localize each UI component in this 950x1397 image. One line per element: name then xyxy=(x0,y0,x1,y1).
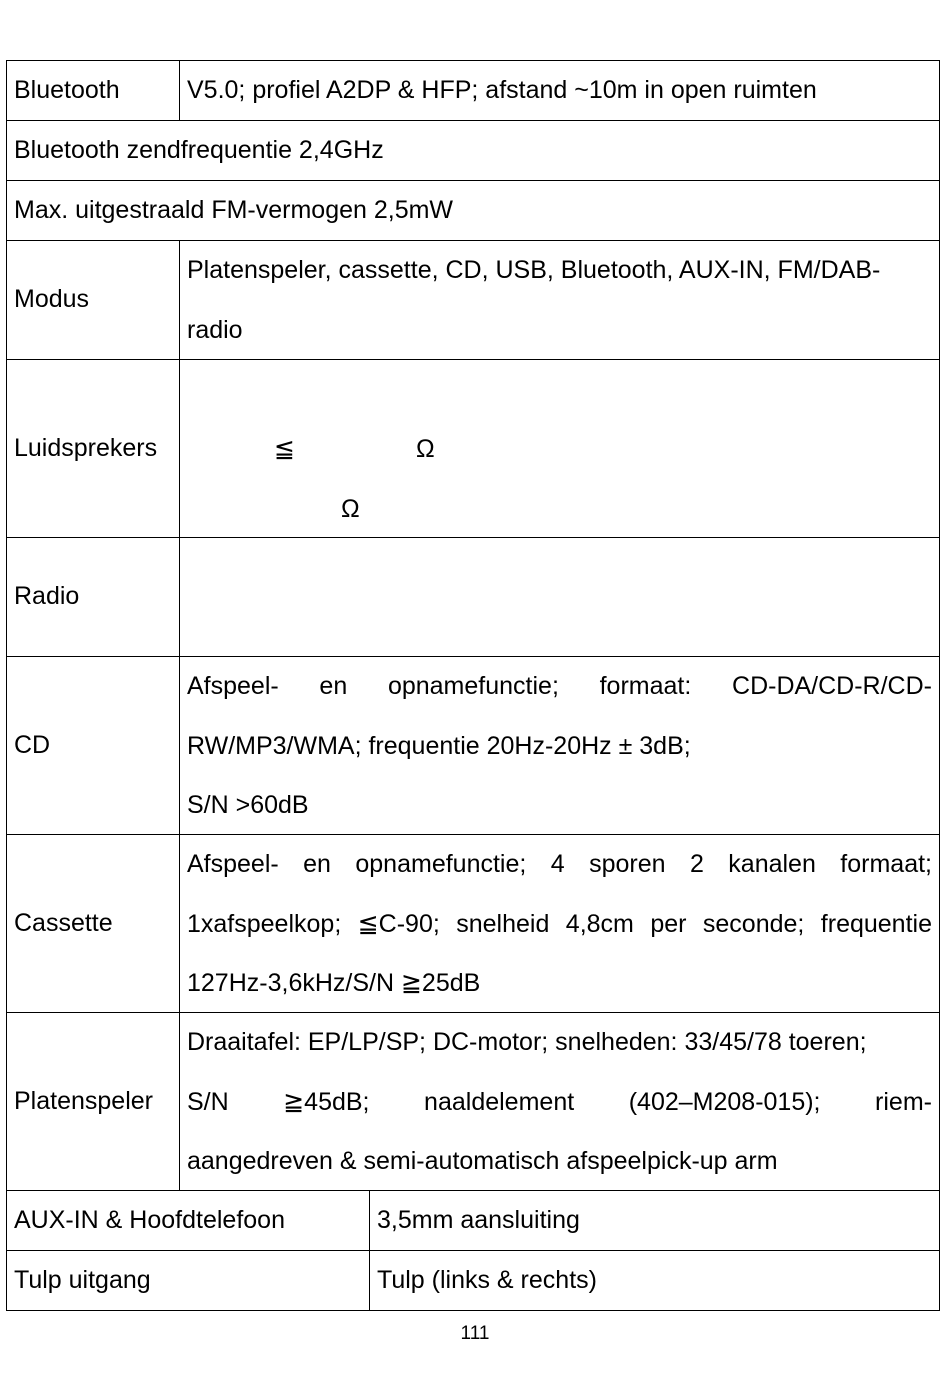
platenspeler-line-1: Draaitafel: EP/LP/SP; DC-motor; snelheden: 33/45/78 toeren; xyxy=(187,1028,867,1056)
cassette-line-1: Afspeel- en opnamefunctie; 4 sporen 2 kanalen formaat; xyxy=(187,850,932,878)
row-modus xyxy=(7,241,940,360)
value-aux: 3,5mm aansluiting xyxy=(370,1191,940,1250)
value-bluetooth: V5.0; profiel A2DP & HFP; afstand ~10m in open ruimten xyxy=(180,61,940,120)
row-bt-frequency xyxy=(7,121,940,181)
label-cd: CD xyxy=(7,657,180,834)
row-cd xyxy=(7,657,940,835)
row-luidsprekers xyxy=(7,360,940,538)
label-radio: Radio xyxy=(7,538,180,656)
less-equal-symbol: ≦ xyxy=(274,435,295,463)
row-radio xyxy=(7,538,940,657)
cassette-line-3: 127Hz-3,6kHz/S/N ≧25dB xyxy=(187,969,481,997)
platenspeler-line-2: S/N ≧45dB; naaldelement (402–M208-015); riem- xyxy=(187,1087,932,1116)
label-tulp: Tulp uitgang xyxy=(7,1251,370,1310)
row-platenspeler xyxy=(7,1013,940,1191)
value-cassette xyxy=(180,835,940,1012)
label-cassette: Cassette xyxy=(7,835,180,1012)
modus-line-1: Platenspeler, cassette, CD, USB, Bluetooth, AUX-IN, FM/DAB- xyxy=(187,256,881,284)
platenspeler-line-3: aangedreven & semi-automatisch afspeelpick-up arm xyxy=(187,1147,778,1175)
value-radio xyxy=(180,538,940,656)
label-platenspeler: Platenspeler xyxy=(7,1013,180,1190)
bt-frequency-text: Bluetooth zendfrequentie 2,4GHz xyxy=(7,121,940,180)
cd-line-2: RW/MP3/WMA; frequentie 20Hz-20Hz ± 3dB; xyxy=(187,731,691,760)
cd-line-3: S/N >60dB xyxy=(187,791,309,819)
row-cassette xyxy=(7,835,940,1013)
value-platenspeler xyxy=(180,1013,940,1190)
row-fm-power xyxy=(7,181,940,241)
cd-line-1: Afspeel- en opnamefunctie; formaat: CD-DA/CD-R/CD- xyxy=(187,672,932,700)
value-cd xyxy=(180,657,940,834)
cassette-line-2: 1xafspeelkop; ≦C-90; snelheid 4,8cm per seconde; frequentie xyxy=(187,909,932,938)
spec-table xyxy=(6,60,940,1311)
value-tulp: Tulp (links & rechts) xyxy=(370,1251,940,1310)
value-modus xyxy=(180,241,940,359)
page-number: 111 xyxy=(460,1323,490,1344)
label-modus: Modus xyxy=(7,241,180,359)
modus-line-2: radio xyxy=(187,315,243,344)
label-aux: AUX-IN & Hoofdtelefoon xyxy=(7,1191,370,1250)
ohm-symbol-2: Ω xyxy=(341,495,360,523)
label-bluetooth: Bluetooth xyxy=(7,61,180,120)
value-luidsprekers xyxy=(180,360,940,537)
ohm-symbol-1: Ω xyxy=(416,435,435,463)
fm-power-text: Max. uitgestraald FM-vermogen 2,5mW xyxy=(7,181,940,240)
row-bluetooth xyxy=(7,61,940,121)
label-luidsprekers: Luidsprekers xyxy=(7,360,180,537)
row-aux xyxy=(7,1191,940,1251)
row-tulp xyxy=(7,1251,940,1311)
